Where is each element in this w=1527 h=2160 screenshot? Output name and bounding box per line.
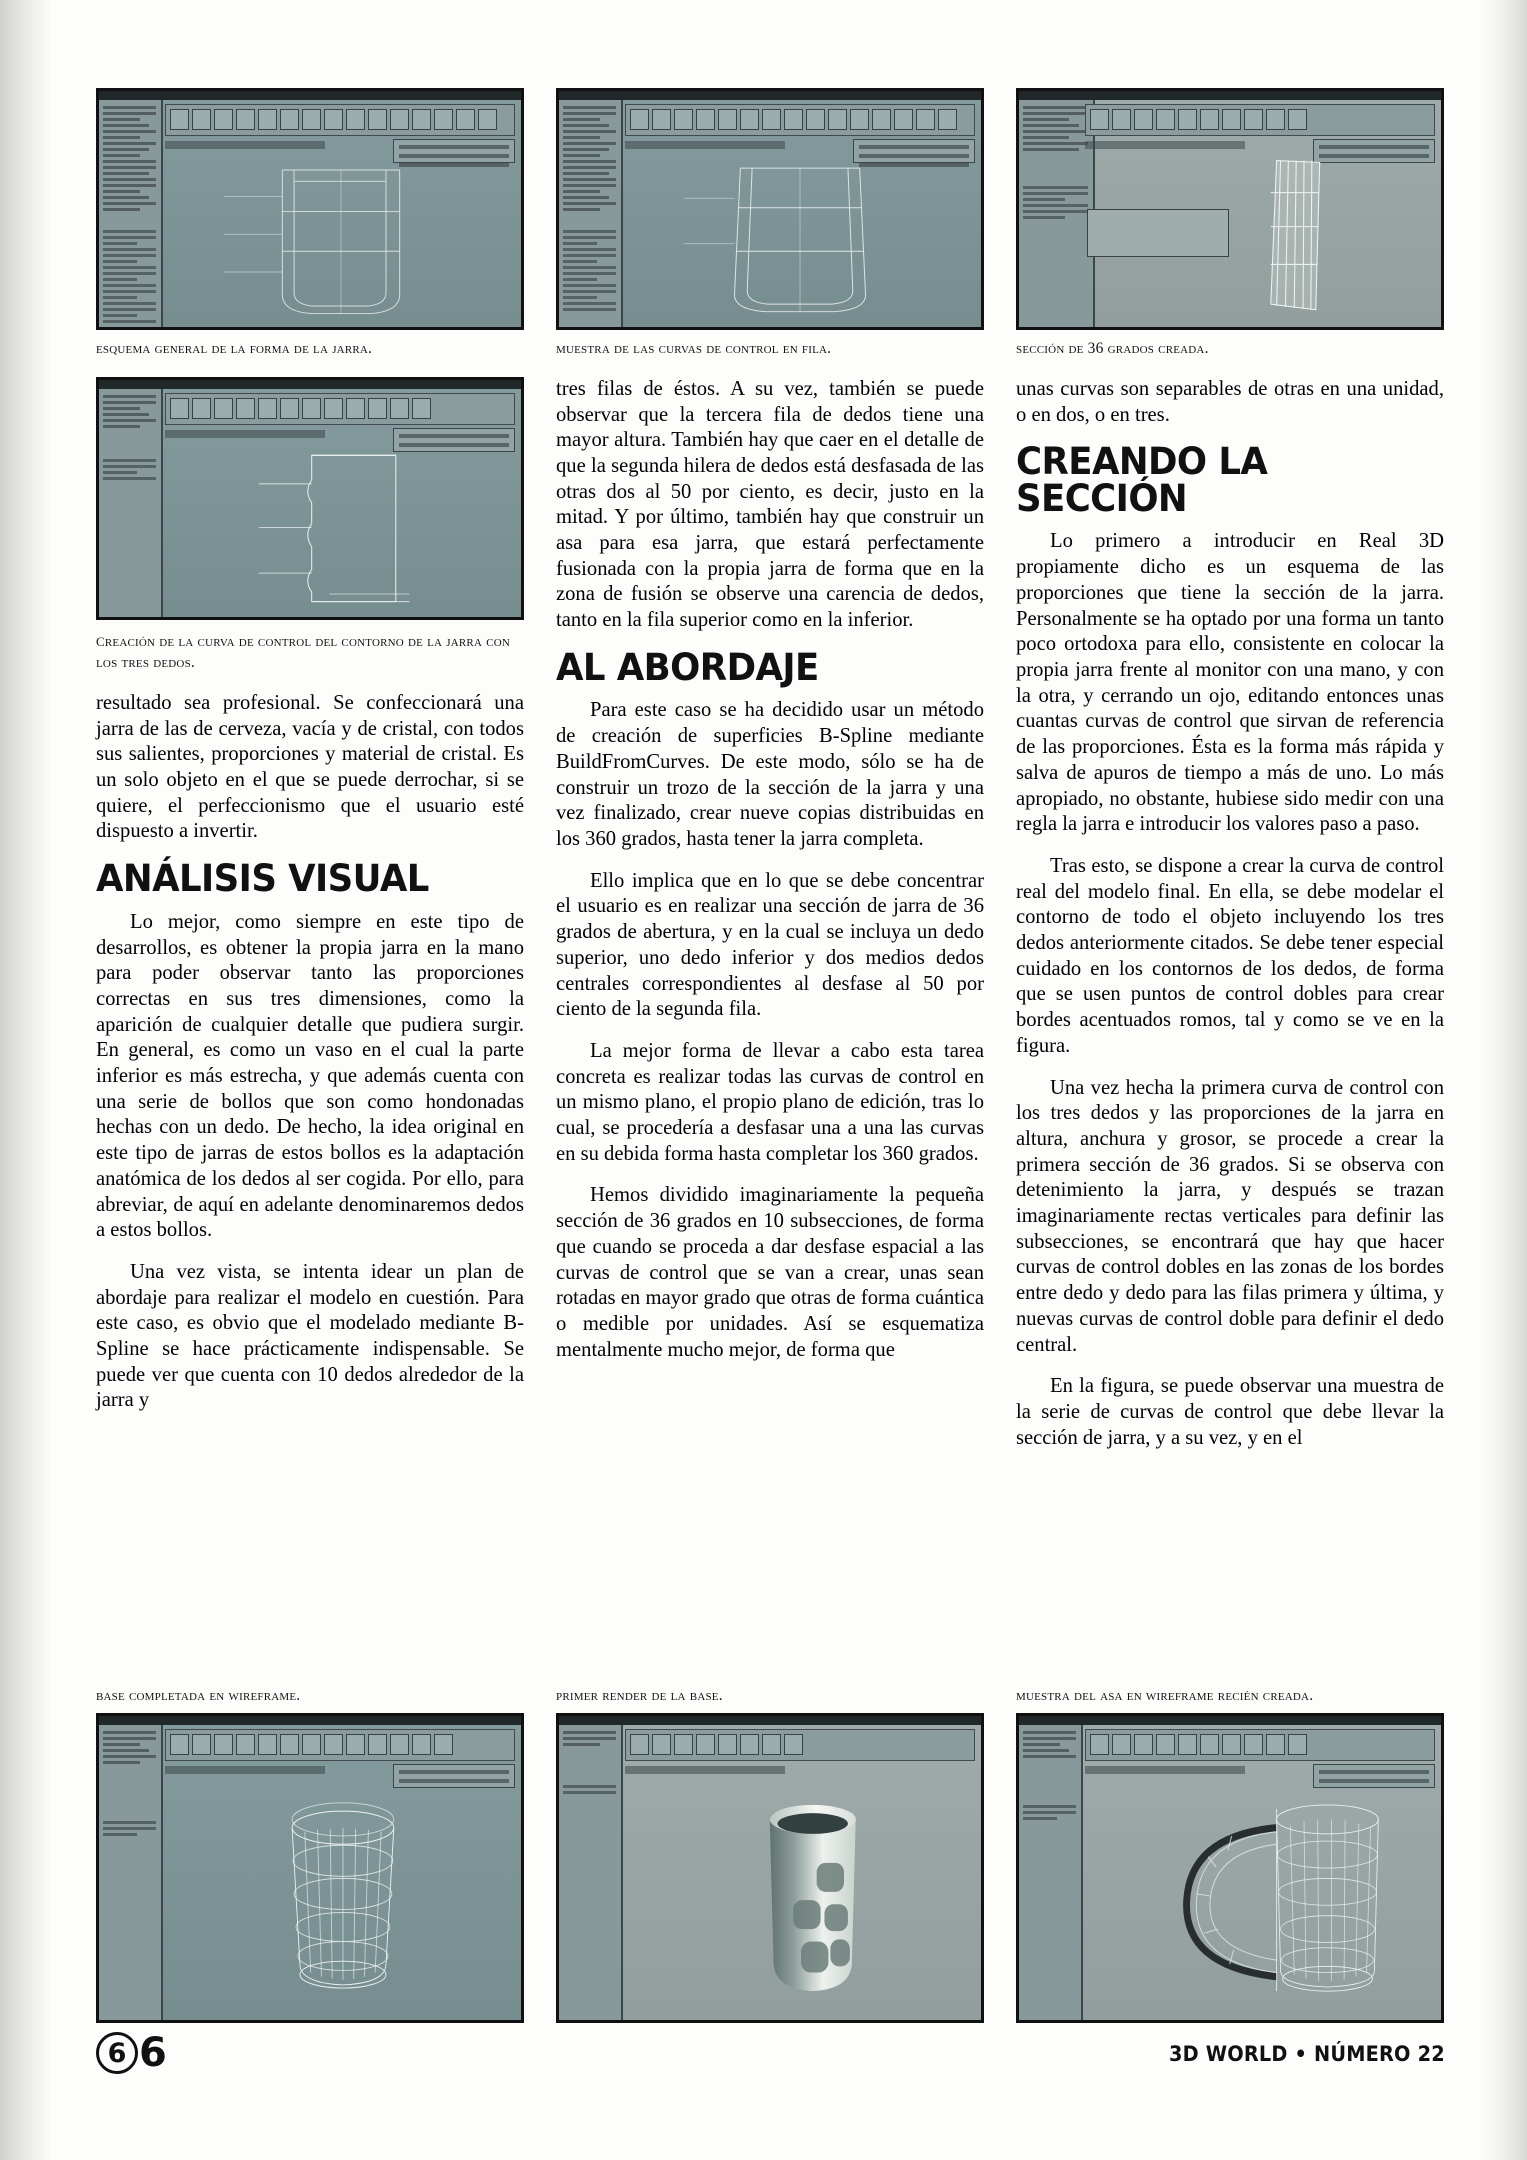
app-titlebar — [559, 91, 981, 100]
heading-line-1: CREANDO LA — [1016, 440, 1268, 484]
app-toolbar — [165, 1729, 515, 1761]
page-gutter-left — [0, 0, 52, 2160]
app-sidebar — [1019, 1725, 1083, 2020]
paragraph: unas curvas son separables de otras en una unidad, o en dos, o en tres. — [1016, 377, 1444, 426]
app-titlebar — [559, 1716, 981, 1725]
app-sidebar — [1019, 100, 1095, 327]
figure-second-left-screenshot — [96, 377, 524, 620]
viewport-control-curves-row — [625, 153, 977, 323]
viewport-render-base — [625, 1778, 977, 2016]
figure-bottom-mid-caption: primer render de la base. — [556, 1687, 723, 1704]
paragraph: Una vez vista, se intenta idear un plan de abordaje para realizar el modelo en cuestión. Para este caso, es obvio que el modelado mediante B-Spline se hace prácticamente indispensable. Se puede ver que cuenta con 10 dedos alrededor de la jarra y — [96, 1260, 524, 1412]
page-number — [96, 2030, 167, 2076]
column-right — [1016, 88, 1444, 1467]
figure-bottom-left — [96, 1686, 524, 2023]
paragraph: La mejor forma de llevar a cabo esta tarea concreta es realizar todas las curvas de control en un mismo plano, el propio plano de edición, tras lo cual, se procedería a desfasar una a una las curvas en su debida forma hasta completar los 360 grados. — [556, 1039, 984, 1165]
page-gutter-right — [1481, 0, 1527, 2160]
app-toolbar — [625, 1729, 975, 1761]
section-heading-creando-la-seccion — [1016, 440, 1427, 520]
app-sidebar — [99, 389, 163, 617]
figure-top-left-screenshot — [96, 88, 524, 330]
app-sidebar — [559, 100, 623, 327]
app-titlebar — [1019, 91, 1441, 100]
app-coordinate-readout — [165, 141, 325, 149]
paragraph: Lo mejor, como siempre en este tipo de desarrollos, es obtener la propia jarra en la mano para poder observar tanto las proporciones correctas en sus tres dimensiones, como la aparición de cualquier detalle que pudiera surgir. En general, es como un vaso en el cual la parte inferior es más estrecha, y que además cuenta con una serie de bollos que son como hondonadas hechas con un dedo. De hecho, la idea original en este tipo de jarras de estos bollos es la adaptación anatómica de los dedos al ser cogida. Por ello, para abreviar, de aquí en adelante denominaremos dedos a estos bollos. — [96, 910, 524, 1242]
paragraph: tres filas de éstos. A su vez, también se puede observar que la tercera fila de dedos tiene una mayor altura. También hay que caer en el detalle de que la segunda hilera de dedos está desfasada de las otras dos al 50 por ciento, es decir, justo en la mitad. Y por último, también hay que construir un asa para esa jarra, que estará perfectamente fusionada con la propia jarra de forma que en la zona de fusión se observe una carencia de dedos, tanto en la fila superior como en la inferior. — [556, 377, 984, 632]
figure-top-right-screenshot — [1016, 88, 1444, 330]
figure-bottom-right-screenshot — [1016, 1713, 1444, 2023]
heading-line-2: SECCIÓN — [1016, 476, 1188, 520]
figure-top-mid-caption: muestra de las curvas de control en fila. — [556, 340, 832, 357]
app-toolbar — [625, 104, 975, 136]
paragraph: Ello implica que en lo que se debe concentrar el usuario es en realizar una sección de jarra de 36 grados de abertura, y en la cual se incluya un dedo superior, uno dedo inferior y dos medios dedos centrales correspondientes al desfase al 50 por ciento de la segunda fila. — [556, 869, 984, 1021]
app-coordinate-readout — [165, 430, 325, 438]
figure-top-left-caption: esquema general de la forma de la jarra. — [96, 340, 373, 357]
app-sidebar — [99, 1725, 163, 2020]
viewport-handle-wireframe — [1085, 1778, 1437, 2016]
page-content — [96, 88, 1446, 2098]
paragraph: Para este caso se ha decidido usar un método de creación de superficies B-Spline mediante BuildFromCurves. De este modo, sólo se ha de construir un trozo de la sección de la jarra y una vez finalizado, crear nueve copias distribuidas en los 360 grados, hasta tener la jarra completa. — [556, 699, 984, 850]
viewport-schematic — [165, 153, 517, 323]
paragraph: Una vez hecha la primera curva de control con los tres dedos y las proporciones de la jarra en altura, anchura y grosor, se procede a crear la primera sección de 36 grados. Si se observa con detenimiento la jarra, y después se trazan imaginariamente rectas verticales para definir las subsecciones, se encontrará que hay que hacer curvas de control dobles en las zonas de los bordes entre dedo y dedo para las filas primera y última, y nuevas curvas de control doble para definir el dedo central. — [1016, 1076, 1444, 1356]
app-toolbar — [1085, 104, 1435, 136]
viewport-control-curve — [165, 442, 517, 613]
page-footer — [96, 2030, 1445, 2090]
viewport-wireframe-base — [165, 1778, 517, 2016]
section-heading-al-abordaje: AL ABORDAJE — [556, 645, 819, 689]
paragraph: Lo primero a introducir en Real 3D propiamente dicho es un esquema de las proporciones que tiene la sección de la jarra. Personalmente se ha optado por una forma un tanto poco ortodoxa para ello, consistente en colocar la propia jarra frente al monitor con una mano, y con la otra, y cerrando un ojo, editando entonces unas cuantas curvas de control que sirvan de referencia de las proporciones. Ésta es la forma más rápida y salva de apuros de tiempo a más de uno. Lo más apropiado, no obstante, hubiese sido medir con una regla la jarra e introducir los valores paso a paso. — [1016, 530, 1444, 836]
app-coordinate-readout — [625, 1766, 785, 1774]
figure-bottom-right-caption: muestra del asa en wireframe recién creada. — [1016, 1687, 1314, 1704]
app-coordinate-readout — [165, 1766, 325, 1774]
app-titlebar — [99, 1716, 521, 1725]
bottom-figure-row — [96, 1686, 1446, 2023]
figure-bottom-right — [1016, 1686, 1444, 2023]
app-coordinate-readout — [1085, 141, 1245, 149]
app-coordinate-readout — [1085, 1766, 1245, 1774]
column-middle — [556, 88, 984, 1467]
figure-bottom-mid-screenshot — [556, 1713, 984, 2023]
paragraph: Tras esto, se dispone a crear la curva de control real del modelo final. En ella, se debe modelar el contorno de todo el objeto incluyendo los tres dedos anteriormente citados. Se debe tener especial cuidado en los contornos de los dedos, de forma que se usen puntos de control dobles para crear bordes acentuados romos, tal y como se ve en la figura. — [1016, 854, 1444, 1057]
figure-top-mid-screenshot — [556, 88, 984, 330]
figure-bottom-mid — [556, 1686, 984, 2023]
app-toolbar — [165, 104, 515, 136]
paragraph: resultado sea profesional. Se confeccionará una jarra de las de cerveza, vacía y de cristal, con todos sus salientes, proporciones y material de cristal. Es un solo objeto en el que se puede derrochar, si se quiere, el perfeccionismo que el usuario esté dispuesto a invertir. — [96, 691, 524, 843]
app-titlebar — [99, 91, 521, 100]
viewport-section-36deg — [1085, 153, 1437, 323]
figure-top-right-caption: sección de 36 grados creada. — [1016, 340, 1209, 357]
page-number-digit: 6 — [139, 2030, 167, 2076]
page-number-circled-digit: 6 — [96, 2032, 138, 2074]
app-sidebar — [559, 1725, 623, 2020]
publication-info: 3D WORLD • NÚMERO 22 — [1169, 2042, 1445, 2066]
app-coordinate-readout — [625, 141, 785, 149]
app-toolbar — [165, 393, 515, 425]
column-left — [96, 88, 524, 1467]
app-toolbar — [1085, 1729, 1435, 1761]
app-titlebar — [99, 380, 521, 389]
app-sidebar — [99, 100, 163, 327]
figure-second-left-caption: creación de la curva de control del contorno de la jarra con los tres dedos. — [96, 629, 511, 672]
figure-bottom-left-screenshot — [96, 1713, 524, 2023]
figure-bottom-left-caption: base completada en wireframe. — [96, 1687, 301, 1704]
section-heading-analisis-visual: ANÁLISIS VISUAL — [96, 857, 429, 901]
paragraph: En la figura, se puede observar una muestra de la serie de curvas de control que debe llevar la sección de jarra, y a su vez, y en el — [1016, 1375, 1444, 1449]
paragraph: Hemos dividido imaginariamente la pequeña sección de 36 grados en 10 subsecciones, de forma que cuando se proceda a dar desfase espacial a las curvas de control que se van a crear, unas sean rotadas en mayor grado que otras de forma cuántica o medible por unidades. Así se esquematiza mentalmente mucho mejor, de forma que — [556, 1184, 984, 1361]
app-titlebar — [1019, 1716, 1441, 1725]
